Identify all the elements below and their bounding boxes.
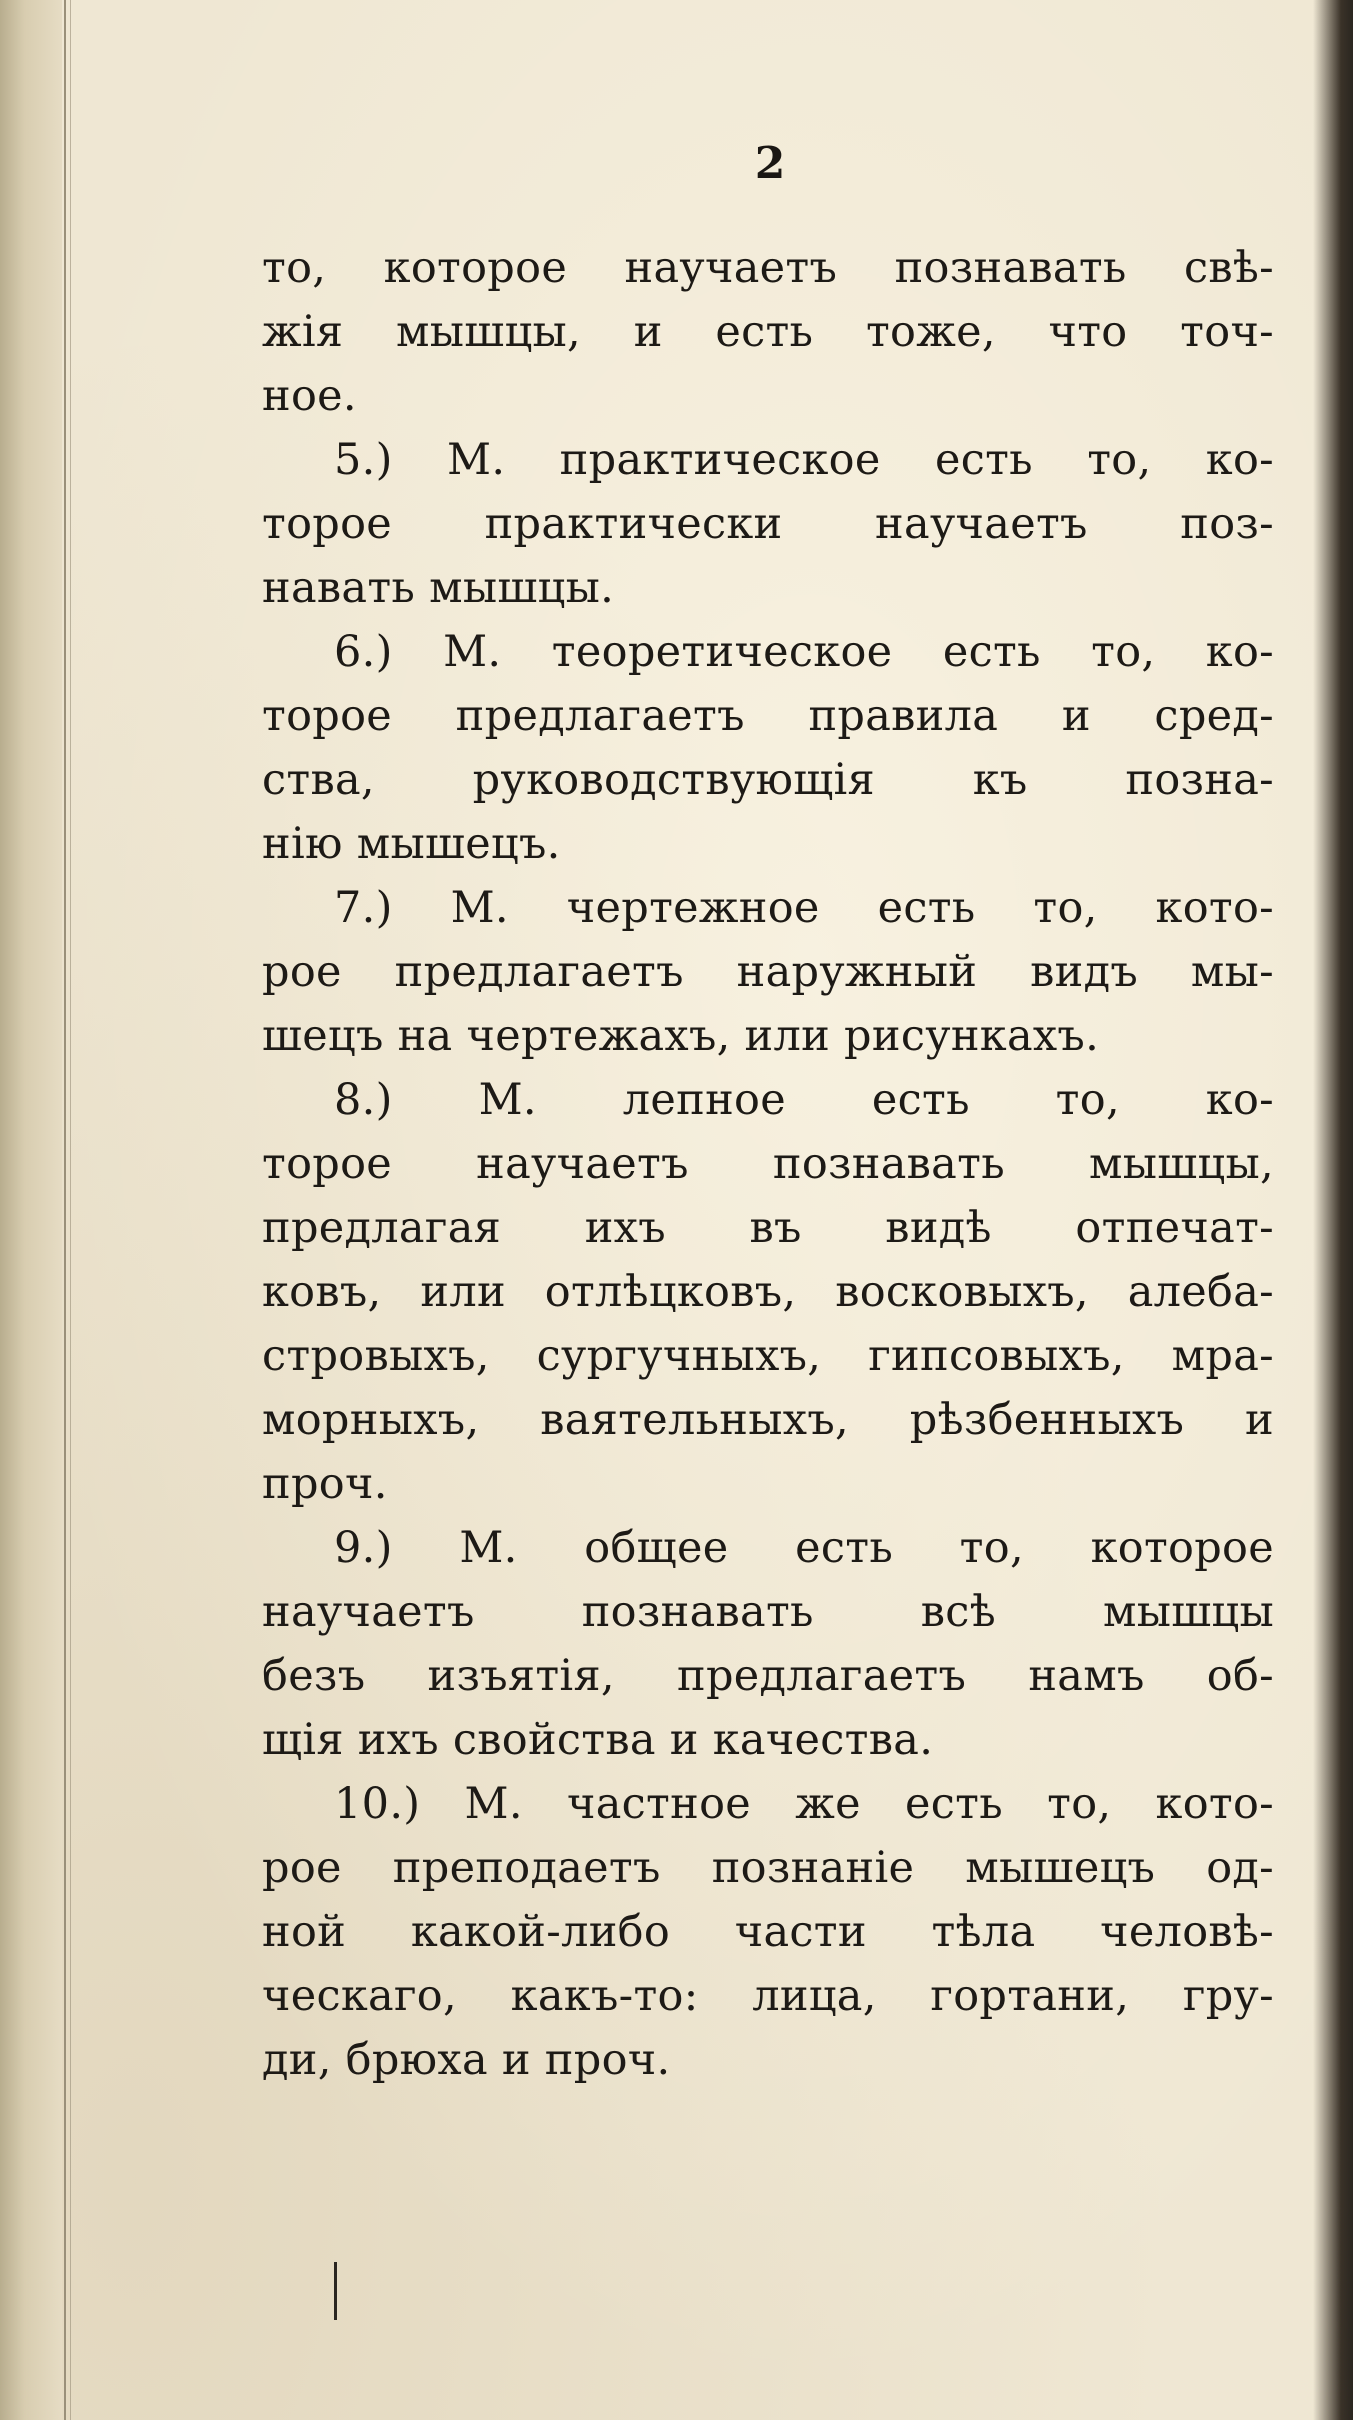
page-edge-line bbox=[64, 0, 66, 2420]
text-line: ковъ, или отлѣцковъ, восковыхъ, алеба- bbox=[262, 1267, 1274, 1317]
text-line: 7.) М. чертежное есть то, кото- bbox=[334, 883, 1274, 933]
text-line: морныхъ, ваятельныхъ, рѣзбенныхъ и bbox=[262, 1395, 1274, 1445]
text-line: 9.) М. общее есть то, которое bbox=[334, 1523, 1274, 1573]
text-line: нію мышецъ. bbox=[262, 819, 561, 869]
text-line: торое научаетъ познавать мышцы, bbox=[262, 1139, 1274, 1189]
text-line: научаетъ познавать всѣ мышцы bbox=[262, 1587, 1274, 1637]
body-text bbox=[262, 236, 1274, 2092]
text-line: навать мышцы. bbox=[262, 563, 615, 613]
text-line: стровыхъ, сургучныхъ, гипсовыхъ, мра- bbox=[262, 1331, 1274, 1381]
text-line: проч. bbox=[262, 1459, 388, 1509]
text-line: то, которое научаетъ познавать свѣ- bbox=[262, 243, 1274, 293]
text-line: ное. bbox=[262, 371, 357, 421]
text-line: 10.) М. частное же есть то, кото- bbox=[334, 1779, 1274, 1829]
page-right-shadow bbox=[1313, 0, 1353, 2420]
text-line: предлагая ихъ въ видѣ отпечат- bbox=[262, 1203, 1274, 1253]
page-edge-line bbox=[70, 0, 71, 2420]
text-line: ства, руководствующія къ позна- bbox=[262, 755, 1274, 805]
text-line: торое предлагаетъ правила и сред- bbox=[262, 691, 1274, 741]
page-number: 2 bbox=[754, 138, 786, 189]
margin-mark bbox=[334, 2262, 337, 2320]
text-line: шецъ на чертежахъ, или рисункахъ. bbox=[262, 1011, 1100, 1061]
text-line: рое предлагаетъ наружный видъ мы- bbox=[262, 947, 1274, 997]
text-line: ческаго, какъ-то: лица, гортани, гру- bbox=[262, 1971, 1274, 2021]
text-line: ди, брюха и проч. bbox=[262, 2035, 671, 2085]
text-line: 8.) М. лепное есть то, ко- bbox=[334, 1075, 1274, 1125]
text-line: 6.) М. теоретическое есть то, ко- bbox=[334, 627, 1274, 677]
text-line: рое преподаетъ познаніе мышецъ од- bbox=[262, 1843, 1274, 1893]
text-line: жія мышцы, и есть тоже, что точ- bbox=[262, 307, 1274, 357]
text-line: торое практически научаетъ поз- bbox=[262, 499, 1274, 549]
text-line: ной какой-либо части тѣла человѣ- bbox=[262, 1907, 1274, 1957]
text-line: 5.) М. практическое есть то, ко- bbox=[334, 435, 1274, 485]
text-line: безъ изъятія, предлагаетъ намъ об- bbox=[262, 1651, 1274, 1701]
page-gutter bbox=[0, 0, 62, 2420]
text-line: щія ихъ свойства и качества. bbox=[262, 1715, 934, 1765]
